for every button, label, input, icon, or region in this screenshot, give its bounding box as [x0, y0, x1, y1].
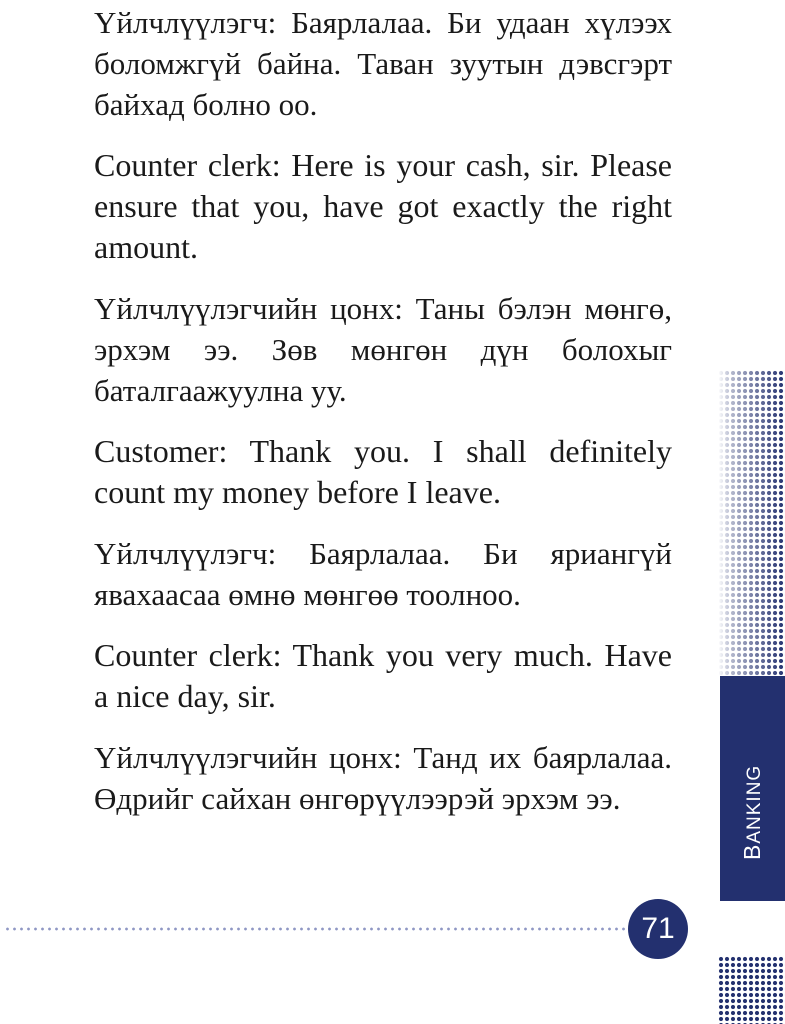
halftone-decoration-bottom	[718, 956, 785, 1024]
paragraph-clerk-mn-1: Үйлчлүүлэгчийн цонх: Таны бэлэн мөнгө, эрхэм ээ. Зөв мөнгөн дүн болохыг баталгаажуулна уу.	[94, 291, 672, 408]
paragraph-customer-mn-1: Үйлчлүүлэгч: Баярлалаа. Би удаан хүлээх боломжгүй байна. Таван зуутын дэвсгэрт байхад болно оо.	[94, 5, 672, 122]
section-label-initial: B	[739, 843, 765, 860]
section-label-rest: ANKING	[744, 764, 765, 844]
dialogue-text	[94, 2, 672, 839]
page-number: 71	[641, 912, 675, 945]
paragraph-clerk-en-2: Counter clerk: Thank you very much. Have a nice day, sir.	[94, 637, 672, 714]
paragraph-clerk-mn-2: Үйлчлүүлэгчийн цонх: Танд их баярлалаа. Өдрийг сайхан өнгөрүүлээрэй эрхэм ээ.	[94, 740, 672, 816]
halftone-decoration	[718, 370, 785, 676]
page-number-badge	[628, 899, 688, 959]
paragraph-clerk-en-1: Counter clerk: Here is your cash, sir. Please ensure that you, have got exactly the right amount.	[94, 147, 672, 265]
dotted-divider	[4, 927, 630, 931]
paragraph-customer-mn-2: Үйлчлүүлэгч: Баярлалаа. Би яриангүй явахаасаа өмнө мөнгөө тоолноо.	[94, 536, 672, 612]
section-label	[739, 765, 766, 860]
paragraph-customer-en-2: Customer: Thank you. I shall definitely count my money before I leave.	[94, 433, 672, 510]
